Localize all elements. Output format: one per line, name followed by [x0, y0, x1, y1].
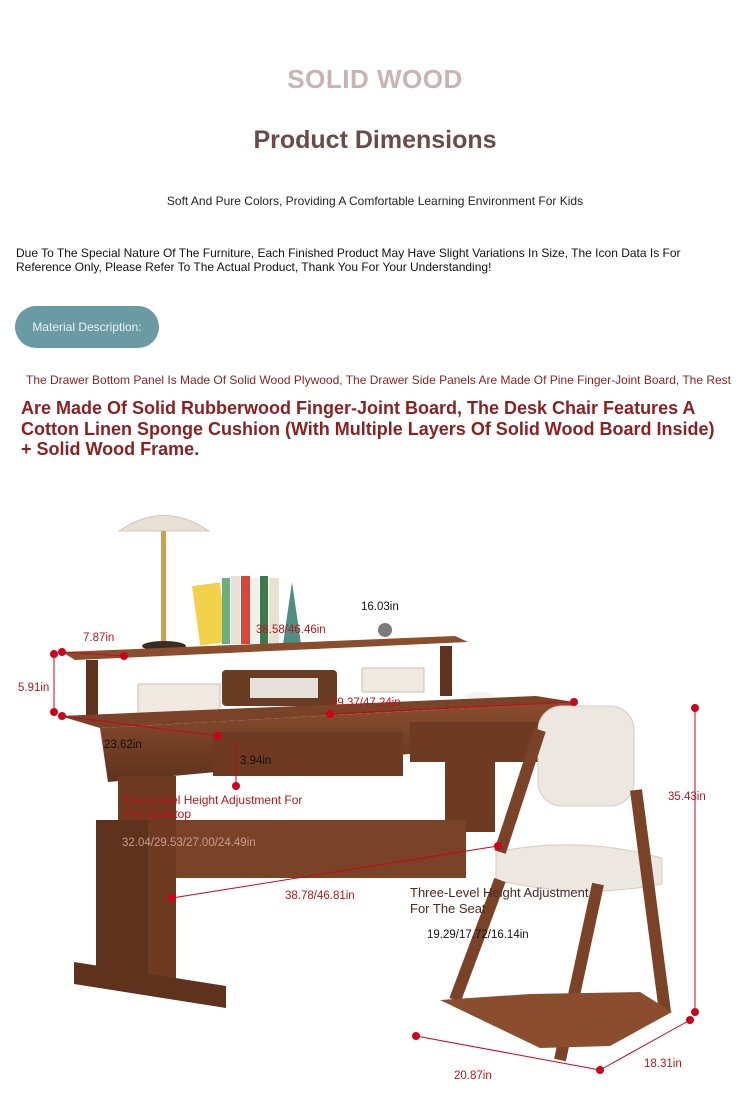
drawer-height-label: 3.94in [240, 755, 272, 767]
chair-depth-label: 18.31in [644, 1058, 682, 1070]
lamp-illustration [119, 516, 209, 652]
shelf-top-height-label: 16.03in [361, 601, 399, 613]
brand-heading: SOLID WOOD [287, 64, 463, 94]
seat-heights-label: 19.29/17.72/16.14in [427, 929, 529, 941]
shelf-height-label: 5.91in [18, 682, 50, 694]
shelf-width-label: 38.58/46.46in [256, 624, 326, 636]
material-text-line1: The Drawer Bottom Panel Is Made Of Solid Wood Plywood, The Drawer Side Panels Are Made Of Pine Finger-Joint Board, The Rest [26, 373, 731, 387]
subtitle: Soft And Pure Colors, Providing A Comfortable Learning Environment For Kids [166, 194, 584, 208]
chair-height-label: 35.43in [668, 791, 706, 803]
desk-chair-dimension-illustration [0, 470, 750, 1114]
desk-adjust-label: Four-Level Height Adjustment For The Desktop [123, 793, 303, 821]
shelf-depth-label: 7.87in [83, 632, 115, 644]
desk-depth-label: 23.62in [104, 739, 142, 751]
material-description-badge: Material Description: [15, 306, 159, 348]
desk-width-label: 39.37/47.24in [331, 697, 401, 709]
leg-span-label: 38.78/46.81in [285, 890, 355, 902]
material-text-line2: Are Made Of Solid Rubberwood Finger-Joint Board, The Desk Chair Features A Cotton Linen Sponge Cushion (With Multiple Layers Of Solid Wood Board Inside) + Solid Wood Frame. [21, 398, 715, 459]
chair-width-label: 20.87in [454, 1070, 492, 1082]
seat-adjust-label: Three-Level Height Adjustment For The Seat [410, 885, 589, 916]
desk-heights-label: 32.04/29.53/27.00/24.49in [122, 837, 256, 849]
page-title: Product Dimensions [253, 126, 497, 154]
variation-notice: Due To The Special Nature Of The Furniture, Each Finished Product May Have Slight Variations In Size, The Icon Data Is For Reference Only, Please Refer To The Actual Product, Thank You For Your Understanding! [16, 246, 681, 274]
